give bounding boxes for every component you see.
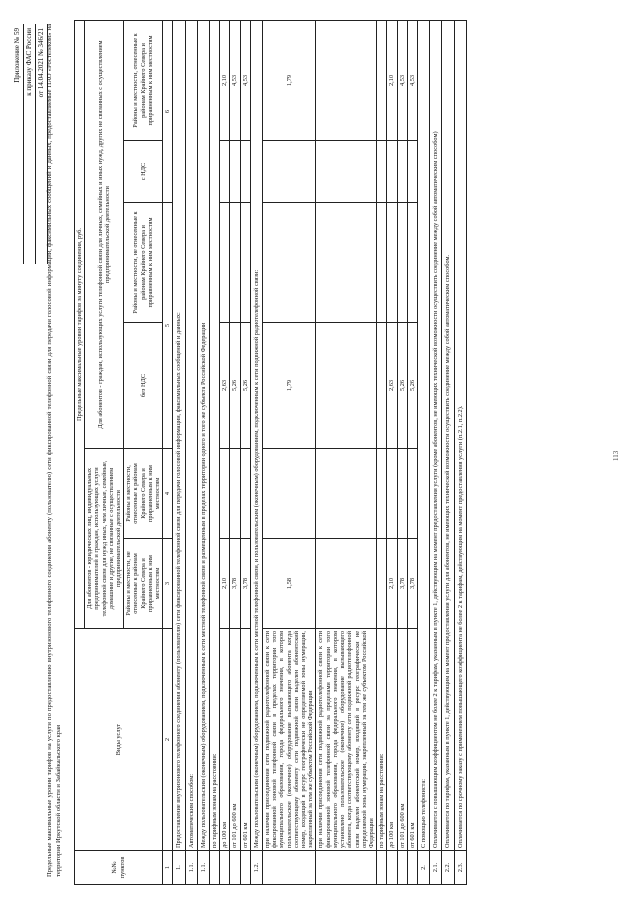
row-section-text: Оплачивается с повышающим коэффициентом не более 2 к тарифам, указанным в пункте 1, действующим на момент предоставления услуги (кроме абонентов, не имеющих технической возможности осуществить соединение между собой автоматическим способом) [430, 21, 442, 851]
row-label: до 100 км [387, 629, 397, 851]
col-number-3: 3 [163, 539, 173, 629]
row-label: от 601 км [407, 629, 417, 851]
col-citizens-vat-incl: с НДС [124, 141, 163, 203]
row-section-text: Автоматическим способом: [185, 21, 197, 851]
cell-value: 5,26 [407, 323, 417, 449]
cell-value: 1,79 [263, 21, 316, 141]
row-number: 2.2. [442, 851, 454, 885]
cell-value: 3,78 [397, 539, 407, 629]
row-subheading: по тарифным зонам на расстоянии: [210, 21, 220, 851]
cell-value: 2,10 [220, 21, 230, 141]
col-legal-entities: Для абонентов - юридических лиц, индивидуальных предпринимателей и граждан, использующих услуги телефонной связи для нужд иных, чем личные, семейные, домашние и другие, не связанные с осуществлением предпринимательской деятельности [85, 449, 124, 629]
col-number-2: 2 [163, 629, 173, 851]
row-number: 1.2. [250, 851, 262, 885]
row-condition-text: при наличии присоединения сети подвижной радиотелефонной связи к сети фиксированной зоновой телефонной связи в пределах территории того муниципального образования, города федерального значения, в котором пользовательское (оконечное) оборудование вызывающего абонента когда соответствующему абоненту сети подвижной связи выделен абонентский номер, входящий в ресурс географически не определяемой зоны нумерации, закрепленный за тем же субъектом Российской Федерации [263, 629, 316, 851]
cell-value: 2,10 [387, 539, 397, 629]
cell-value: 1,58 [263, 539, 316, 629]
row-section-text: Предоставление внутризонового телефонного соединения абоненту (пользователю) сети фиксированной телефонной связи для передачи голосовой информации, факсимильных сообщений и данных: [173, 21, 185, 851]
row-section-text: Оплачивается по срочному заказу с применением повышающего коэффициента не более 2 к тарифам, действующим на момент предоставления услуги (п.2.1, п.2.2). [454, 21, 466, 851]
cell-value: 5,26 [397, 323, 407, 449]
tariff-table [74, 20, 467, 885]
cell-value: 4,53 [397, 21, 407, 141]
row-condition-text: при наличии присоединения сети подвижной радиотелефонной связи к сети фиксированной зоновой телефонной связи за пределами территории того муниципального образования, города федерального значения, в котором установлено пользовательское (оконечное) оборудование вызывающего абонента, когда соответствующему абоненту сети подвижной радиотелефонной связи выделен абонентский номер, входящий в ресурс географически не определяемой зоны нумерации, закрепленный за тем же субъектом Российской Федерации [316, 629, 377, 851]
cell-value: 3,78 [407, 539, 417, 629]
row-subheading: по тарифным зонам на расстоянии: [377, 629, 387, 851]
col-number-5: 5 [163, 203, 173, 449]
appendix-title: Приложение № 59 [12, 24, 24, 264]
col-service-type: Виды услуг [75, 629, 163, 851]
cell-value: 5,26 [230, 323, 240, 449]
cell-value: 4,53 [407, 21, 417, 141]
row-label: от 101 до 600 км [230, 629, 240, 851]
col-max-tariff-group: Предельные максимальные уровни тарифов за минуту соединения, руб. [75, 21, 85, 629]
row-section-text: Оплачивается по тарифам, указанным в пункте 1, действующим на момент предоставления услуги для абонентов, не имеющих технической возможности осуществить соединение между собой автоматическим способом. [442, 21, 454, 851]
appendix-header [12, 24, 48, 264]
row-section-text: Между пользовательским (оконечным) оборудованием, подключенным к сети местной телефонной связи, и пользовательским (оконечным) оборудованием, подключенным к сети подвижной радиотелефонной связи: [250, 21, 262, 851]
row-number: 1.1. [185, 851, 197, 885]
row-number: 2.3. [454, 851, 466, 885]
col-number-6: 6 [163, 21, 173, 203]
cell-value: 4,53 [240, 21, 250, 141]
col-citizens: Для абонентов - граждан, использующих услуги телефонной связи для личных, семейных и иных нужд, других не связанных с осуществлением предпринимательской деятельности [85, 21, 124, 449]
cell-value: 2,10 [387, 21, 397, 141]
col-legal-south: Районы и местности, не отнесенные к районам Крайнего Севера и приравненным к ним местностям [124, 539, 163, 629]
appendix-date: от 14.04.2021 № 346/21 [36, 24, 48, 264]
row-label: от 601 км [240, 629, 250, 851]
cell-value: 1,79 [263, 323, 316, 449]
col-number-1: 1 [163, 851, 173, 885]
cell-value: 3,78 [230, 539, 240, 629]
row-number: 1. [173, 851, 185, 885]
row-label: от 101 до 600 км [397, 629, 407, 851]
col-legal-north: Районы и местности, отнесенные к районам Крайнего Севера и приравненным к ним местностям [124, 449, 163, 539]
row-number: 2. [417, 851, 429, 885]
col-number-4: 4 [163, 449, 173, 539]
row-section-text: Между пользовательским (оконечным) оборудованием, подключенным к сети местной телефонной связи и размещенным в пределах территории одного и того же субъекта Российской Федерации [197, 21, 209, 851]
col-citizens-vat-note: без НДС [124, 323, 163, 449]
col-item-number: №№ пунктов [75, 851, 163, 885]
appendix-order: к приказу ФАС России [24, 24, 36, 264]
col-citizens-north: Районы и местности, отнесенные к районам Крайнего Севера и приравненным к ним местностям [124, 21, 163, 141]
cell-value: 3,78 [240, 539, 250, 629]
row-number: 2.1. [430, 851, 442, 885]
col-citizens-south: Районы и местности, не отнесенные к районам Крайнего Севера и приравненным к ним местностям [124, 203, 163, 323]
cell-value: 2,10 [220, 539, 230, 629]
page-number: 113 [612, 450, 620, 461]
row-label: до 100 км [220, 629, 230, 851]
row-section-text: С помощью телефониста: [417, 21, 429, 851]
row-number: 1.1. [197, 851, 209, 885]
cell-value: 5,26 [240, 323, 250, 449]
cell-value: 4,53 [230, 21, 240, 141]
cell-value: 2,63 [220, 323, 230, 449]
cell-value: 2,63 [387, 323, 397, 449]
document-intro: Предельные максимальные уровни тарифов на услуги по предоставлению внутризонового телефонного соединения абоненту (пользователю) сети фиксированной телефонной связи для передачи голосовой информации, факсимильных сообщений и данных, предоставляемые ПАО «Ростелеком» на территории Иркутской области и Забайкальского края [46, 24, 62, 877]
